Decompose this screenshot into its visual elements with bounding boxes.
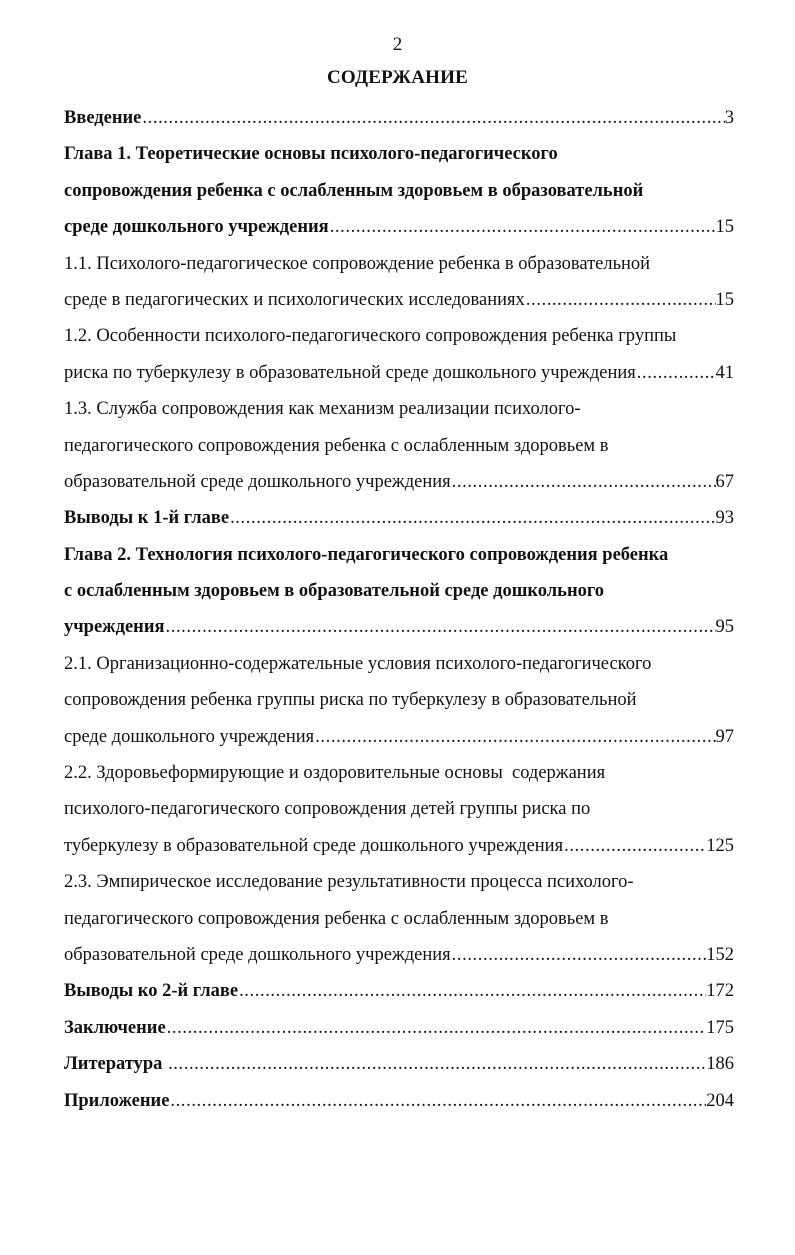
toc-section-1-1-page: 15: [715, 289, 734, 310]
toc-entry-conclusions-ch1[interactable]: [64, 500, 734, 536]
toc-conclusions-ch2-title: Выводы ко 2-й главе: [64, 981, 239, 1002]
toc-entry-literature[interactable]: [64, 1046, 734, 1082]
toc-entry-conclusion[interactable]: [64, 1010, 734, 1046]
toc-section-1-3-line3: образовательной среде дошкольного учреждения: [64, 471, 451, 492]
toc-section-2-3-line3: образовательной среде дошкольного учреждения: [64, 944, 451, 965]
toc-section-2-1-page: 97: [715, 726, 734, 747]
table-of-contents: [64, 100, 734, 1119]
toc-chapter2-page: 95: [715, 617, 734, 638]
toc-conclusions-ch1-title: Выводы к 1-й главе: [64, 508, 230, 529]
toc-chapter2-line3: учреждения: [64, 617, 165, 638]
dot-leader: [525, 282, 716, 318]
toc-section-1-1-line2: среде в педагогических и психологических исследованиях: [64, 289, 525, 310]
toc-section-1-2-page: 41: [715, 362, 734, 383]
dot-leader: [238, 973, 706, 1009]
toc-chapter1-line2: сопровождения ребенка с ослабленным здоровьем в образовательной: [64, 180, 644, 201]
toc-section-1-2-line1: 1.2. Особенности психолого-педагогического сопровождения ребенка группы: [64, 326, 677, 347]
toc-chapter2-line1: Глава 2. Технология психолого-педагогического сопровождения ребенка: [64, 544, 669, 565]
dot-leader: [166, 1010, 707, 1046]
page-title: СОДЕРЖАНИЕ: [327, 67, 468, 88]
page-number: 2: [392, 34, 403, 55]
toc-appendix-title: Приложение: [64, 1090, 170, 1111]
toc-section-1-3-line1: 1.3. Служба сопровождения как механизм реализации психолого-: [64, 399, 581, 420]
toc-chapter2-line2: с ослабленным здоровьем в образовательной среде дошкольного: [64, 581, 605, 602]
toc-section-1-3-page: 67: [715, 471, 734, 492]
toc-chapter1-page: 15: [715, 217, 734, 238]
toc-section-2-3-line1: 2.3. Эмпирическое исследование результативности процесса психолого-: [64, 872, 634, 893]
toc-conclusion-title: Заключение: [64, 1017, 166, 1038]
toc-section-2-3-page: 152: [706, 944, 734, 965]
toc-literature-page: 186: [706, 1054, 734, 1075]
toc-entry-section-1-2[interactable]: [64, 355, 734, 391]
toc-appendix-page: 204: [706, 1090, 734, 1111]
toc-section-1-3-line2: педагогического сопровождения ребенка с ослабленным здоровьем в: [64, 435, 609, 456]
toc-conclusion-page: 175: [706, 1017, 734, 1038]
dot-leader: [169, 1083, 706, 1119]
toc-section-2-2-line2: психолого-педагогического сопровождения детей группы риска по: [64, 799, 591, 820]
toc-entry-intro[interactable]: [64, 100, 734, 136]
dot-leader: [451, 464, 716, 500]
toc-section-2-3-line2: педагогического сопровождения ребенка с ослабленным здоровьем в: [64, 908, 609, 929]
toc-conclusions-ch1-page: 93: [715, 508, 734, 529]
toc-entry-section-2-1[interactable]: [64, 719, 734, 755]
toc-entry-section-1-1[interactable]: [64, 282, 734, 318]
toc-chapter1-line3: среде дошкольного учреждения: [64, 217, 329, 238]
dot-leader: [451, 937, 707, 973]
toc-entry-chapter2[interactable]: [64, 609, 734, 645]
toc-section-1-1-line1: 1.1. Психолого-педагогическое сопровождение ребенка в образовательной: [64, 253, 651, 274]
dot-leader: [563, 828, 706, 864]
dot-leader: [229, 500, 715, 536]
toc-section-2-1-line3: среде дошкольного учреждения: [64, 726, 315, 747]
toc-section-2-1-line2: сопровождения ребенка группы риска по туберкулезу в образовательной: [64, 690, 637, 711]
toc-conclusions-ch2-page: 172: [706, 981, 734, 1002]
dot-leader: [141, 100, 724, 136]
toc-section-2-2-page: 125: [706, 835, 734, 856]
toc-entry-conclusions-ch2[interactable]: [64, 973, 734, 1009]
toc-section-2-2-line1: 2.2. Здоровьеформирующие и оздоровительные основы содержания: [64, 763, 606, 784]
toc-chapter1-line1: Глава 1. Теоретические основы психолого-педагогического: [64, 144, 558, 165]
dot-leader: [314, 719, 715, 755]
toc-section-1-2-line2: риска по туберкулезу в образовательной среде дошкольного учреждения: [64, 362, 636, 383]
dot-leader: [167, 1046, 706, 1082]
toc-entry-section-1-3[interactable]: [64, 464, 734, 500]
dot-leader: [329, 209, 716, 245]
toc-entry-section-2-2[interactable]: [64, 828, 734, 864]
toc-literature-title: Литература: [64, 1054, 168, 1075]
dot-leader: [636, 355, 716, 391]
toc-entry-intro-page: 3: [724, 108, 734, 128]
toc-section-2-2-line3: туберкулезу в образовательной среде дошкольного учреждения: [64, 835, 564, 856]
toc-entry-section-2-3[interactable]: [64, 937, 734, 973]
toc-entry-chapter1[interactable]: [64, 209, 734, 245]
toc-entry-intro-title: Введение: [64, 108, 142, 128]
dot-leader: [165, 609, 716, 645]
toc-section-2-1-line1: 2.1. Организационно-содержательные условия психолого-педагогического: [64, 653, 652, 674]
toc-entry-appendix[interactable]: [64, 1083, 734, 1119]
